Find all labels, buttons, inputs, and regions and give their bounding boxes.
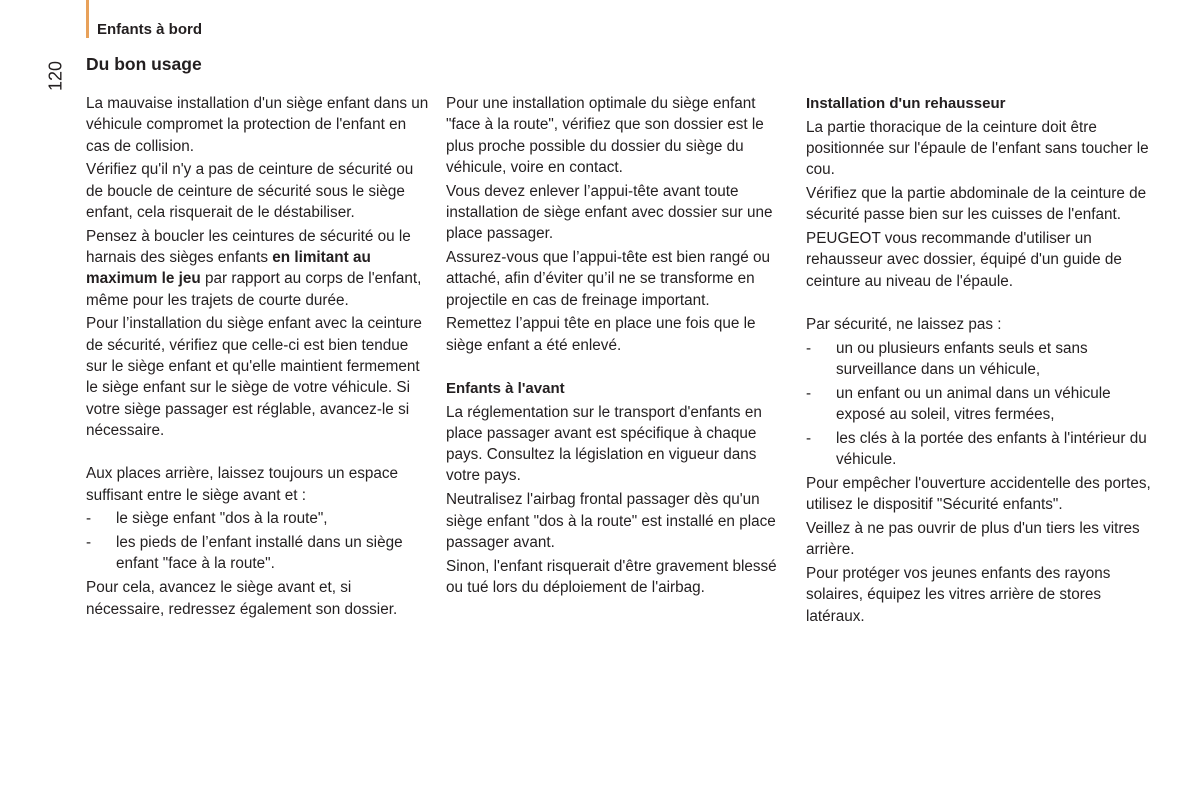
dash-bullet: -: [806, 384, 812, 402]
section-header: Enfants à bord: [97, 21, 203, 38]
list-item-text: un enfant ou un animal dans un véhicule exposé au soleil, vitres fermées,: [836, 384, 1111, 424]
column-2: [446, 93, 791, 601]
text-run: par rapport au corps de l'enfant, même pour les trajets de courte durée.: [86, 270, 422, 309]
paragraph: Veillez à ne pas ouvrir de plus d'un tiers les vitres arrière.: [806, 520, 1140, 559]
dash-bullet: -: [86, 534, 92, 552]
page-number: 120: [45, 60, 66, 92]
paragraph: Sinon, l'enfant risquerait d'être gravement blessé ou tué lors du déploiement de l'airbag.: [446, 557, 777, 596]
list-item: [86, 508, 431, 529]
paragraph: Pour protéger vos jeunes enfants des rayons solaires, équipez les vitres arrière de stores latéraux.: [806, 565, 1111, 625]
paragraph: Pour empêcher l'ouverture accidentelle des portes, utilisez le dispositif "Sécurité enfants".: [806, 474, 1151, 514]
paragraph: Pour une installation optimale du siège enfant "face à la route", vérifiez que son dossier est le plus proche possible du dossier du siège du véhicule, voire en contact.: [446, 95, 764, 176]
list-item-text: les pieds de l’enfant installé dans un siège enfant "face à la route".: [116, 534, 403, 573]
paragraph: La mauvaise installation d'un siège enfant dans un véhicule compromet la protection de l'enfant en cas de collision.: [86, 95, 429, 155]
paragraph: PEUGEOT vous recommande d'utiliser un rehausseur avec dossier, équipé d'un guide de ceinture au niveau de l'épaule.: [806, 229, 1122, 290]
text-run: Pensez à boucler les ceintures de sécurité ou le harnais des sièges enfants: [86, 227, 411, 267]
list-item: [806, 428, 1151, 471]
paragraph: Vérifiez qu'il n'y a pas de ceinture de sécurité ou de boucle de ceinture de sécurité sous le siège enfant, cela risquerait de le déstabiliser.: [86, 161, 414, 221]
paragraph: Assurez-vous que l’appui-tête est bien rangé ou attaché, afin d’éviter qu’il ne se transforme en projectile en cas de freinage important.: [446, 249, 770, 309]
subheading-front-seat: Enfants à l'avant: [446, 380, 565, 398]
paragraph: La partie thoracique de la ceinture doit être positionnée sur l'épaule de l'enfant sans toucher le cou.: [806, 118, 1149, 179]
emphasis-text: en limitant au maximum le jeu: [86, 249, 371, 288]
paragraph: [86, 226, 431, 311]
dash-bullet: -: [806, 339, 812, 357]
paragraph: La réglementation sur le transport d'enfants en place passager avant est spécifique à chaque pays. Consultez la législation en vigueur dans votre pays.: [446, 403, 762, 485]
paragraph: Vous devez enlever l’appui-tête avant toute installation de siège enfant avec dossier sur une place passager.: [446, 182, 773, 243]
dash-list: [806, 338, 1151, 471]
paragraph: Par sécurité, ne laissez pas :: [806, 315, 1002, 333]
list-item-text: les clés à la portée des enfants à l'intérieur du véhicule.: [836, 429, 1147, 469]
column-1: [86, 93, 431, 622]
paragraph: Pour cela, avancez le siège avant et, si nécessaire, redressez également son dossier.: [86, 579, 398, 618]
list-item: [86, 532, 431, 575]
subheading-booster: Installation d'un rehausseur: [806, 95, 1006, 112]
paragraph: Aux places arrière, laissez toujours un espace suffisant entre le siège avant et :: [86, 465, 399, 504]
paragraph: Neutralisez l'airbag frontal passager dès qu'un siège enfant "dos à la route" est installé en place passager avant.: [446, 491, 776, 551]
dash-bullet: -: [806, 429, 812, 447]
list-item: [806, 338, 1151, 381]
dash-list: [86, 508, 431, 574]
paragraph: Vérifiez que la partie abdominale de la ceinture de sécurité passe bien sur les cuisses de l'enfant.: [806, 184, 1147, 224]
paragraph: Remettez l’appui tête en place une fois que le siège enfant a été enlevé.: [446, 315, 756, 354]
column-3: [806, 93, 1151, 630]
list-item-text: le siège enfant "dos à la route",: [116, 510, 328, 528]
section-accent-bar: [86, 0, 89, 38]
paragraph: Pour l’installation du siège enfant avec la ceinture de sécurité, vérifiez que celle-ci est bien tendue sur le siège enfant et qu'elle maintient fermement le siège enfant sur le siège de votre véhicule. Si votre siège passager est réglable, avancez-le si nécessaire.: [86, 315, 422, 439]
list-item-text: un ou plusieurs enfants seuls et sans surveillance dans un véhicule,: [836, 339, 1088, 378]
list-item: [806, 383, 1151, 426]
dash-bullet: -: [86, 510, 92, 528]
page-title: Du bon usage: [86, 54, 202, 74]
